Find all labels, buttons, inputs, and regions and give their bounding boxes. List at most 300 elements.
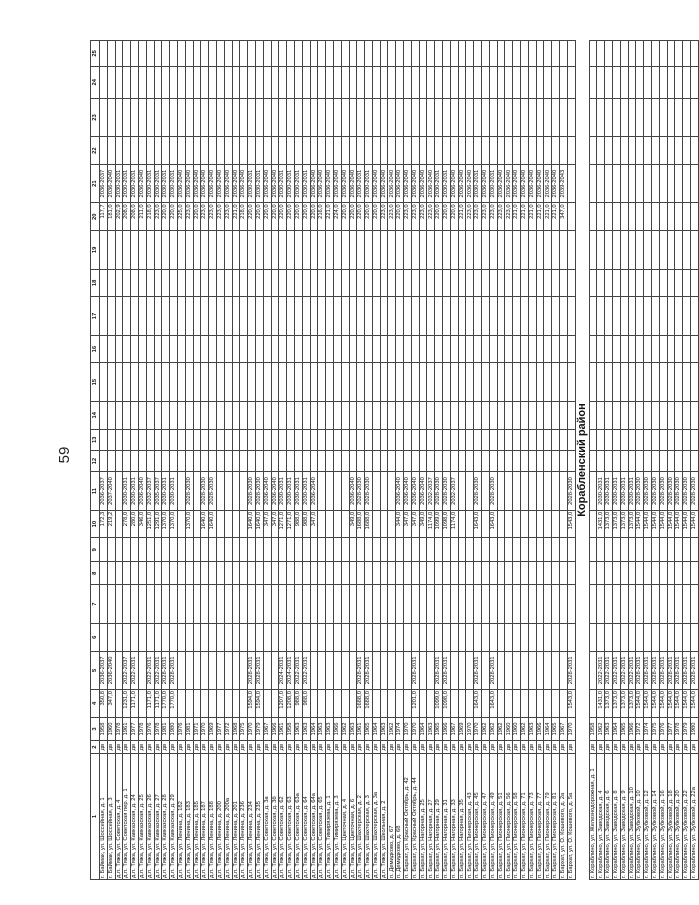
value-cell: 1963	[349, 717, 357, 740]
empty-cell	[170, 429, 178, 450]
empty-cell	[620, 137, 628, 165]
column-number: 23	[91, 98, 100, 136]
value-cell: дв	[636, 741, 644, 754]
empty-cell	[279, 538, 287, 561]
value-cell: 2028-2030	[636, 472, 644, 510]
empty-cell	[216, 297, 224, 335]
value-cell	[341, 690, 349, 718]
empty-cell	[450, 623, 458, 651]
value-cell: 221,0	[513, 203, 521, 231]
empty-cell	[193, 98, 201, 136]
table-row	[146, 41, 154, 880]
value-cell: дв	[107, 741, 115, 754]
empty-cell	[177, 450, 185, 471]
empty-cell	[201, 269, 209, 297]
empty-cell	[605, 335, 613, 363]
empty-cell	[466, 401, 474, 429]
empty-cell	[482, 269, 490, 297]
empty-cell	[224, 269, 232, 297]
value-cell: 1970	[466, 717, 474, 740]
empty-cell	[271, 363, 279, 401]
empty-cell	[597, 561, 605, 584]
empty-cell	[302, 561, 310, 584]
empty-cell	[443, 41, 451, 67]
empty-cell	[146, 401, 154, 429]
value-cell: 1370,0	[185, 510, 193, 538]
empty-cell	[349, 363, 357, 401]
value-cell	[560, 472, 568, 510]
empty-cell	[349, 561, 357, 584]
empty-cell	[318, 66, 326, 98]
empty-cell	[605, 585, 613, 623]
empty-cell	[536, 66, 544, 98]
empty-cell	[497, 335, 505, 363]
empty-cell	[411, 450, 419, 471]
value-cell: 2036-2040	[380, 164, 388, 202]
value-cell: 2036-2037	[100, 651, 108, 689]
value-cell	[115, 651, 123, 689]
value-cell: 223,0	[497, 203, 505, 231]
empty-cell	[404, 450, 412, 471]
empty-cell	[675, 231, 683, 269]
empty-cell	[651, 297, 659, 335]
empty-cell	[683, 561, 691, 584]
address-cell: д.п. Тяжа, ул. Советская, д. 62	[279, 754, 287, 880]
value-cell: 2028-2031	[690, 651, 698, 689]
empty-cell	[404, 335, 412, 363]
empty-cell	[482, 41, 490, 67]
value-cell: 1544,0	[644, 510, 652, 538]
empty-cell	[521, 269, 529, 297]
empty-cell	[333, 335, 341, 363]
table-row	[651, 41, 659, 880]
empty-cell	[644, 585, 652, 623]
value-cell: 1970	[567, 717, 575, 740]
empty-cell	[380, 137, 388, 165]
value-cell	[232, 651, 240, 689]
empty-cell	[310, 450, 318, 471]
table-row	[131, 41, 139, 880]
empty-cell	[567, 450, 575, 471]
value-cell: 223,0	[489, 203, 497, 231]
value-cell: 1174,0	[450, 510, 458, 538]
empty-cell	[146, 41, 154, 67]
value-cell	[589, 651, 597, 689]
value-cell: дв	[349, 741, 357, 754]
value-cell: 2036-2040	[318, 164, 326, 202]
empty-cell	[146, 98, 154, 136]
value-cell: 2036-2040	[450, 164, 458, 202]
table-row	[232, 41, 240, 880]
empty-cell	[388, 269, 396, 297]
value-cell: 224,0	[333, 203, 341, 231]
empty-cell	[248, 335, 256, 363]
address-cell: г. Кораблино, ул. Заводская, д. 6	[605, 754, 613, 880]
empty-cell	[162, 231, 170, 269]
empty-cell	[279, 623, 287, 651]
empty-cell	[497, 585, 505, 623]
empty-cell	[667, 429, 675, 450]
value-cell: 2028-2031	[659, 651, 667, 689]
value-cell: 220,0	[396, 203, 404, 231]
empty-cell	[341, 401, 349, 429]
empty-cell	[209, 98, 217, 136]
empty-cell	[560, 538, 568, 561]
empty-cell	[482, 401, 490, 429]
empty-cell	[131, 66, 139, 98]
empty-cell	[651, 561, 659, 584]
value-cell	[505, 510, 513, 538]
empty-cell	[443, 623, 451, 651]
empty-cell	[100, 269, 108, 297]
empty-cell	[505, 538, 513, 561]
empty-cell	[404, 401, 412, 429]
empty-cell	[123, 335, 131, 363]
empty-cell	[318, 269, 326, 297]
value-cell	[644, 203, 652, 231]
value-cell: 1962	[489, 717, 497, 740]
empty-cell	[597, 297, 605, 335]
value-cell: 1688,0	[365, 690, 373, 718]
value-cell: дв	[474, 741, 482, 754]
empty-cell	[193, 401, 201, 429]
empty-cell	[162, 401, 170, 429]
empty-cell	[177, 98, 185, 136]
empty-cell	[100, 429, 108, 450]
empty-cell	[443, 450, 451, 471]
value-cell	[326, 472, 334, 510]
value-cell: 1171,0	[131, 690, 139, 718]
empty-cell	[115, 429, 123, 450]
value-cell: 1544,0	[690, 690, 698, 718]
value-cell	[216, 472, 224, 510]
empty-cell	[388, 335, 396, 363]
empty-cell	[443, 429, 451, 450]
empty-cell	[644, 41, 652, 67]
empty-cell	[138, 623, 146, 651]
empty-cell	[597, 66, 605, 98]
value-cell	[372, 690, 380, 718]
empty-cell	[193, 41, 201, 67]
value-cell: 1373,0	[628, 510, 636, 538]
value-cell: 2028-2030	[567, 472, 575, 510]
empty-cell	[474, 401, 482, 429]
empty-cell	[216, 450, 224, 471]
table-row	[536, 41, 544, 880]
value-cell	[544, 510, 552, 538]
value-cell: 1964	[544, 717, 552, 740]
empty-cell	[505, 269, 513, 297]
empty-cell	[636, 363, 644, 401]
value-cell: дв	[232, 741, 240, 754]
empty-cell	[224, 363, 232, 401]
value-cell: 1373,0	[605, 510, 613, 538]
value-cell: 2030-2031	[294, 164, 302, 202]
empty-cell	[396, 363, 404, 401]
empty-cell	[628, 41, 636, 67]
empty-cell	[224, 98, 232, 136]
empty-cell	[651, 363, 659, 401]
value-cell: 1962	[597, 717, 605, 740]
value-cell: дв	[287, 741, 295, 754]
column-number: 13	[91, 429, 100, 450]
value-cell: 347,0	[271, 510, 279, 538]
column-number: 6	[91, 623, 100, 651]
empty-cell	[513, 429, 521, 450]
address-cell: д.п. Тяжа, ул. Советская, д. 3а	[263, 754, 271, 880]
value-cell	[589, 472, 597, 510]
value-cell: дв	[380, 741, 388, 754]
value-cell: 1963	[302, 717, 310, 740]
address-cell: г. Кораблино, ул. Заводская, д. 9	[620, 754, 628, 880]
address-cell: д.п. Тяжа, ул. Школьная, д. 2	[380, 754, 388, 880]
empty-cell	[411, 269, 419, 297]
empty-cell	[255, 269, 263, 297]
empty-cell	[341, 561, 349, 584]
empty-cell	[644, 98, 652, 136]
table-row	[659, 41, 667, 880]
empty-cell	[651, 66, 659, 98]
empty-cell	[528, 269, 536, 297]
empty-cell	[560, 98, 568, 136]
empty-cell	[177, 561, 185, 584]
empty-cell	[107, 538, 115, 561]
value-cell: 2036-2040	[372, 164, 380, 202]
empty-cell	[474, 429, 482, 450]
value-cell: 1975	[240, 717, 248, 740]
empty-cell	[636, 297, 644, 335]
empty-cell	[466, 585, 474, 623]
empty-cell	[294, 66, 302, 98]
value-cell: дв	[605, 741, 613, 754]
value-cell: 1978	[115, 717, 123, 740]
table-row	[443, 41, 451, 880]
empty-cell	[224, 335, 232, 363]
empty-cell	[544, 66, 552, 98]
value-cell: 1963	[427, 717, 435, 740]
empty-cell	[131, 137, 139, 165]
empty-cell	[100, 98, 108, 136]
empty-cell	[536, 538, 544, 561]
empty-cell	[458, 137, 466, 165]
value-cell: дв	[560, 741, 568, 754]
empty-cell	[427, 335, 435, 363]
empty-cell	[605, 41, 613, 67]
empty-cell	[146, 66, 154, 98]
empty-cell	[287, 269, 295, 297]
empty-cell	[185, 98, 193, 136]
empty-cell	[589, 98, 597, 136]
value-cell	[675, 203, 683, 231]
address-cell: д.п. Тяжа, ул. Ленина, д. 236	[240, 754, 248, 880]
empty-cell	[326, 41, 334, 67]
empty-cell	[318, 538, 326, 561]
value-cell: 2028-2030	[474, 472, 482, 510]
value-cell: 1966	[271, 717, 279, 740]
empty-cell	[489, 98, 497, 136]
value-cell: 2036-2040	[326, 164, 334, 202]
value-cell: 988,0	[294, 510, 302, 538]
empty-cell	[271, 231, 279, 269]
empty-cell	[372, 585, 380, 623]
empty-cell	[396, 538, 404, 561]
empty-cell	[123, 41, 131, 67]
empty-cell	[341, 41, 349, 67]
empty-cell	[427, 401, 435, 429]
empty-cell	[294, 41, 302, 67]
table-row	[287, 41, 295, 880]
value-cell	[263, 651, 271, 689]
empty-cell	[597, 41, 605, 67]
empty-cell	[435, 41, 443, 67]
empty-cell	[255, 66, 263, 98]
value-cell	[240, 651, 248, 689]
page-number: 59	[56, 446, 73, 464]
empty-cell	[505, 231, 513, 269]
empty-cell	[357, 297, 365, 335]
empty-cell	[271, 137, 279, 165]
empty-cell	[287, 450, 295, 471]
empty-cell	[644, 66, 652, 98]
value-cell: дв	[138, 741, 146, 754]
value-cell: 988,0	[302, 510, 310, 538]
value-cell: 2030-2031	[302, 472, 310, 510]
empty-cell	[310, 335, 318, 363]
empty-cell	[690, 41, 698, 67]
empty-cell	[177, 623, 185, 651]
empty-cell	[513, 231, 521, 269]
empty-cell	[131, 561, 139, 584]
value-cell: 2036-2040	[193, 164, 201, 202]
address-cell: д.п. Тяжа, ул. Советская, д. 63а	[294, 754, 302, 880]
value-cell: 1544,0	[667, 510, 675, 538]
empty-cell	[162, 335, 170, 363]
address-cell: д.п. Тяжа, ул. Ленина, д. 182	[177, 754, 185, 880]
address-cell: д.п. Тяжа, ул. Кавказская, д. 29	[170, 754, 178, 880]
value-cell: 350,8	[100, 690, 108, 718]
empty-cell	[326, 363, 334, 401]
empty-cell	[620, 401, 628, 429]
empty-cell	[357, 66, 365, 98]
empty-cell	[100, 450, 108, 471]
empty-cell	[185, 231, 193, 269]
value-cell	[536, 690, 544, 718]
value-cell	[193, 690, 201, 718]
empty-cell	[357, 335, 365, 363]
empty-cell	[620, 538, 628, 561]
empty-cell	[636, 137, 644, 165]
empty-cell	[427, 41, 435, 67]
empty-cell	[690, 623, 698, 651]
empty-cell	[435, 269, 443, 297]
empty-cell	[193, 623, 201, 651]
address-cell: п. Бархат, ул. Пионерская, д. 51	[497, 754, 505, 880]
empty-cell	[466, 561, 474, 584]
empty-cell	[659, 429, 667, 450]
empty-cell	[636, 623, 644, 651]
value-cell: 1970	[404, 717, 412, 740]
empty-cell	[552, 269, 560, 297]
table-row	[349, 41, 357, 880]
value-cell: 1965	[365, 717, 373, 740]
empty-cell	[294, 363, 302, 401]
empty-cell	[419, 231, 427, 269]
empty-cell	[567, 98, 575, 136]
empty-cell	[613, 269, 621, 297]
empty-cell	[294, 585, 302, 623]
empty-cell	[497, 538, 505, 561]
value-cell: 1963	[605, 717, 613, 740]
value-cell: дв	[613, 741, 621, 754]
value-cell: 223,0	[209, 203, 217, 231]
empty-cell	[458, 450, 466, 471]
empty-cell	[466, 41, 474, 67]
value-cell: дв	[505, 741, 513, 754]
column-number: 7	[91, 585, 100, 623]
value-cell: дв	[357, 741, 365, 754]
empty-cell	[450, 401, 458, 429]
empty-cell	[521, 450, 529, 471]
value-cell: 1544,0	[636, 510, 644, 538]
empty-cell	[279, 231, 287, 269]
value-cell	[138, 651, 146, 689]
empty-cell	[326, 98, 334, 136]
empty-cell	[100, 401, 108, 429]
empty-cell	[675, 98, 683, 136]
value-cell	[659, 164, 667, 202]
empty-cell	[224, 401, 232, 429]
empty-cell	[528, 137, 536, 165]
empty-cell	[271, 401, 279, 429]
empty-cell	[427, 623, 435, 651]
empty-cell	[357, 585, 365, 623]
empty-cell	[489, 401, 497, 429]
value-cell: 2030-2031	[170, 472, 178, 510]
address-cell: п. Бархат, ул. Пионерская, д. 73	[528, 754, 536, 880]
empty-cell	[667, 297, 675, 335]
empty-cell	[404, 231, 412, 269]
empty-cell	[107, 231, 115, 269]
value-cell	[216, 651, 224, 689]
empty-cell	[388, 450, 396, 471]
empty-cell	[620, 269, 628, 297]
empty-cell	[349, 297, 357, 335]
value-cell: 347,0	[107, 690, 115, 718]
empty-cell	[620, 297, 628, 335]
table-row	[310, 41, 318, 880]
value-cell	[528, 651, 536, 689]
empty-cell	[162, 41, 170, 67]
value-cell: 220,0	[365, 203, 373, 231]
empty-cell	[466, 231, 474, 269]
empty-cell	[115, 450, 123, 471]
empty-cell	[255, 561, 263, 584]
empty-cell	[287, 585, 295, 623]
value-cell	[513, 510, 521, 538]
empty-cell	[294, 561, 302, 584]
empty-cell	[146, 297, 154, 335]
empty-cell	[193, 538, 201, 561]
empty-cell	[240, 98, 248, 136]
table-row	[419, 41, 427, 880]
value-cell	[690, 164, 698, 202]
value-cell: 1643,0	[474, 510, 482, 538]
empty-cell	[255, 231, 263, 269]
value-cell: 1977	[216, 717, 224, 740]
empty-cell	[489, 66, 497, 98]
value-cell	[683, 164, 691, 202]
value-cell: 346,0	[138, 510, 146, 538]
